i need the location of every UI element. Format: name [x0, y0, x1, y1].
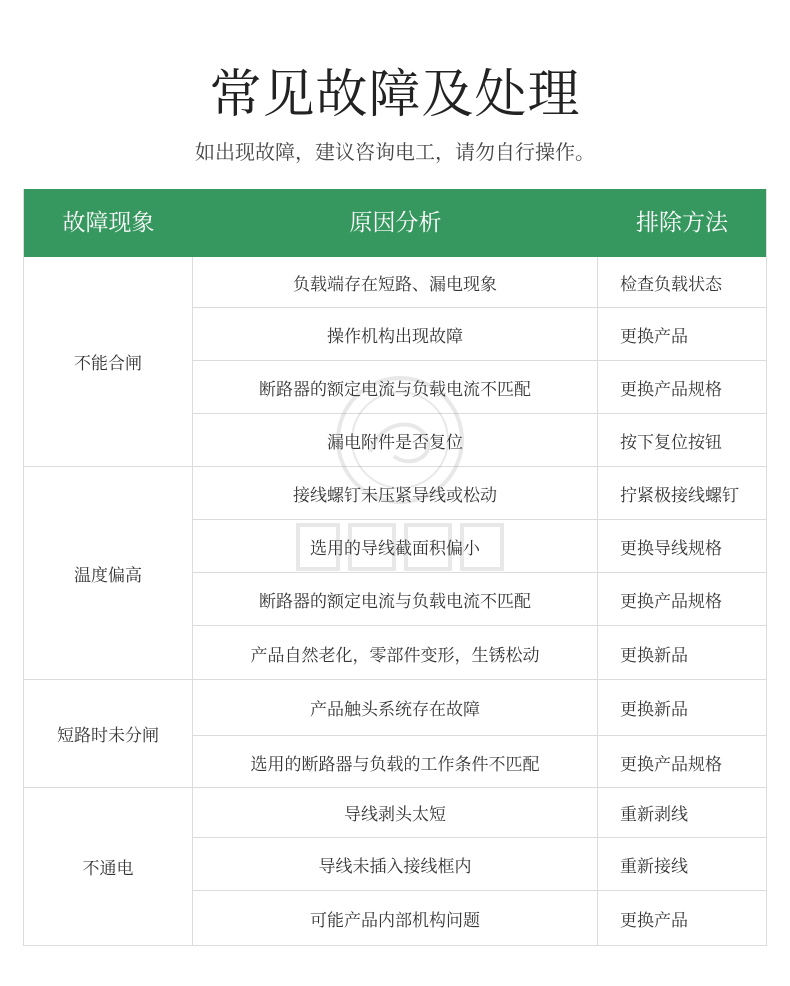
- fault-label: 不通电: [24, 788, 193, 945]
- page-subtitle: 如出现故障，建议咨询电工，请勿自行操作。: [195, 140, 595, 164]
- table-row: [193, 736, 766, 788]
- cause-cell: 产品自然老化，零部件变形，生锈松动: [193, 626, 598, 680]
- cause-cell: 负载端存在短路、漏电现象: [193, 257, 598, 307]
- cause-cell: 断路器的额定电流与负载电流不匹配: [193, 361, 598, 413]
- fault-group: [24, 788, 766, 945]
- fix-cell: 更换新品: [620, 700, 688, 720]
- fix-cell: 更换新品: [620, 645, 688, 666]
- fix-cell: 更换产品规格: [620, 754, 722, 775]
- fault-table: [23, 189, 767, 946]
- table-row: [193, 361, 766, 414]
- cause-cell: 导线剥头太短: [193, 788, 598, 837]
- cause-cell: 选用的导线截面积偏小: [193, 520, 598, 572]
- cause-cell: 漏电附件是否复位: [193, 414, 598, 467]
- table-row: [193, 680, 766, 736]
- table-row: [193, 891, 766, 945]
- cause-cell: 断路器的额定电流与负载电流不匹配: [193, 573, 598, 625]
- fix-cell: 重新剥线: [620, 805, 688, 825]
- cause-cell: 选用的断路器与负载的工作条件不匹配: [193, 736, 598, 788]
- fix-cell: 检查负载状态: [620, 274, 722, 295]
- fault-label: 短路时未分闸: [24, 680, 193, 787]
- cause-cell: 操作机构出现故障: [193, 308, 598, 360]
- table-row: [193, 467, 766, 520]
- fix-cell: 按下复位按钮: [620, 433, 722, 453]
- table-header: [24, 189, 766, 257]
- fix-cell: 重新接线: [620, 856, 688, 877]
- fix-cell: 更换导线规格: [620, 538, 722, 559]
- fault-group: [24, 257, 766, 467]
- cause-cell: 可能产品内部机构问题: [193, 891, 598, 945]
- fix-cell: 拧紧极接线螺钉: [620, 485, 739, 506]
- column-header-fix: 排除方法: [636, 210, 728, 236]
- table-row: [193, 838, 766, 891]
- page-title: 常见故障及处理: [209, 65, 581, 125]
- table-row: [193, 788, 766, 838]
- fault-label: 不能合闸: [24, 257, 193, 466]
- cause-cell: 产品触头系统存在故障: [193, 680, 598, 735]
- fix-cell: 更换产品: [620, 910, 688, 931]
- cause-cell: 接线螺钉未压紧导线或松动: [193, 467, 598, 519]
- table-row: [193, 257, 766, 308]
- fault-label: 温度偏高: [24, 467, 193, 679]
- fix-cell: 更换产品规格: [620, 591, 722, 612]
- cause-cell: 导线未插入接线框内: [193, 838, 598, 890]
- table-row: [193, 414, 766, 467]
- table-row: [193, 520, 766, 573]
- fix-cell: 更换产品: [620, 326, 688, 347]
- fault-group: [24, 680, 766, 788]
- table-row: [193, 308, 766, 361]
- table-row: [193, 626, 766, 680]
- column-header-fault: 故障现象: [62, 210, 155, 236]
- table-row: [193, 573, 766, 626]
- column-header-cause: 原因分析: [349, 210, 442, 236]
- fault-group: [24, 467, 766, 680]
- fix-cell: 更换产品规格: [620, 379, 722, 400]
